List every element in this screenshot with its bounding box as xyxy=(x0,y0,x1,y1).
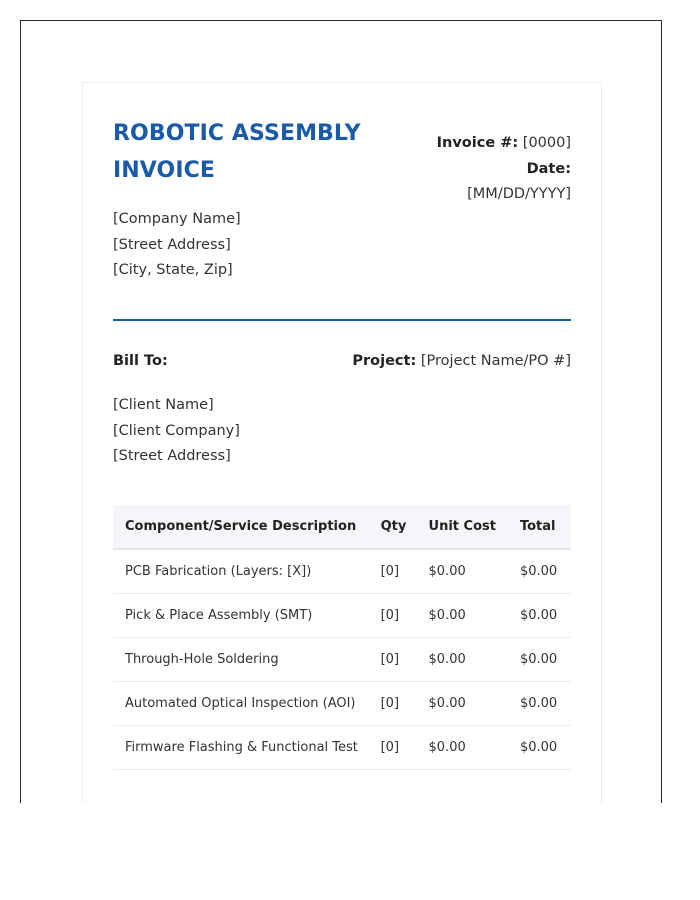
row-total: $0.00 xyxy=(508,682,571,726)
header-description: Component/Service Description xyxy=(113,505,371,549)
project-value: [Project Name/PO #] xyxy=(420,353,571,369)
page-frame xyxy=(20,20,662,803)
row-total: $0.00 xyxy=(508,594,571,638)
table-row xyxy=(113,638,571,682)
row-description: PCB Fabrication (Layers: [X]) xyxy=(113,549,371,594)
row-total: $0.00 xyxy=(508,726,571,770)
table-row xyxy=(113,726,571,770)
date-value: [MM/DD/YYYY] xyxy=(467,186,571,202)
header-unit-cost: Unit Cost xyxy=(417,505,508,549)
invoice-number-label: Invoice #: xyxy=(436,135,519,151)
line-items-table xyxy=(113,505,571,770)
project-label: Project: xyxy=(352,353,417,369)
invoice-title: ROBOTIC ASSEMBLY INVOICE xyxy=(113,121,361,183)
project-line xyxy=(352,353,571,369)
header-qty: Qty xyxy=(371,505,417,549)
client-street: [Street Address] xyxy=(113,448,231,464)
row-description: Firmware Flashing & Functional Test xyxy=(113,726,371,770)
row-description: Pick & Place Assembly (SMT) xyxy=(113,594,371,638)
table-row xyxy=(113,549,571,594)
company-city: [City, State, Zip] xyxy=(113,262,233,278)
row-description: Automated Optical Inspection (AOI) xyxy=(113,682,371,726)
invoice-number-line xyxy=(371,131,571,157)
header-divider xyxy=(113,319,571,321)
table-row xyxy=(113,594,571,638)
row-unit-cost: $0.00 xyxy=(417,594,508,638)
invoice-sheet xyxy=(82,82,602,803)
client-company: [Client Company] xyxy=(113,422,240,439)
header-total: Total xyxy=(508,505,571,549)
row-total: $0.00 xyxy=(508,549,571,594)
row-total: $0.00 xyxy=(508,638,571,682)
invoice-meta xyxy=(371,131,571,208)
date-label: Date: xyxy=(526,160,571,177)
row-qty: [0] xyxy=(371,726,417,770)
row-qty: [0] xyxy=(371,594,417,638)
company-street: [Street Address] xyxy=(113,236,231,253)
row-qty: [0] xyxy=(371,682,417,726)
table-header-row xyxy=(113,505,571,549)
row-unit-cost: $0.00 xyxy=(417,638,508,682)
client-name: [Client Name] xyxy=(113,397,214,413)
bill-to-label: Bill To: xyxy=(113,353,168,369)
row-unit-cost: $0.00 xyxy=(417,682,508,726)
row-unit-cost: $0.00 xyxy=(417,549,508,594)
row-unit-cost: $0.00 xyxy=(417,726,508,770)
client-address xyxy=(113,393,240,470)
row-qty: [0] xyxy=(371,549,417,594)
company-address xyxy=(113,207,241,284)
company-name: [Company Name] xyxy=(113,211,241,227)
row-description: Through-Hole Soldering xyxy=(113,638,371,682)
table-row xyxy=(113,682,571,726)
invoice-number-value: [0000] xyxy=(522,135,571,151)
row-qty: [0] xyxy=(371,638,417,682)
